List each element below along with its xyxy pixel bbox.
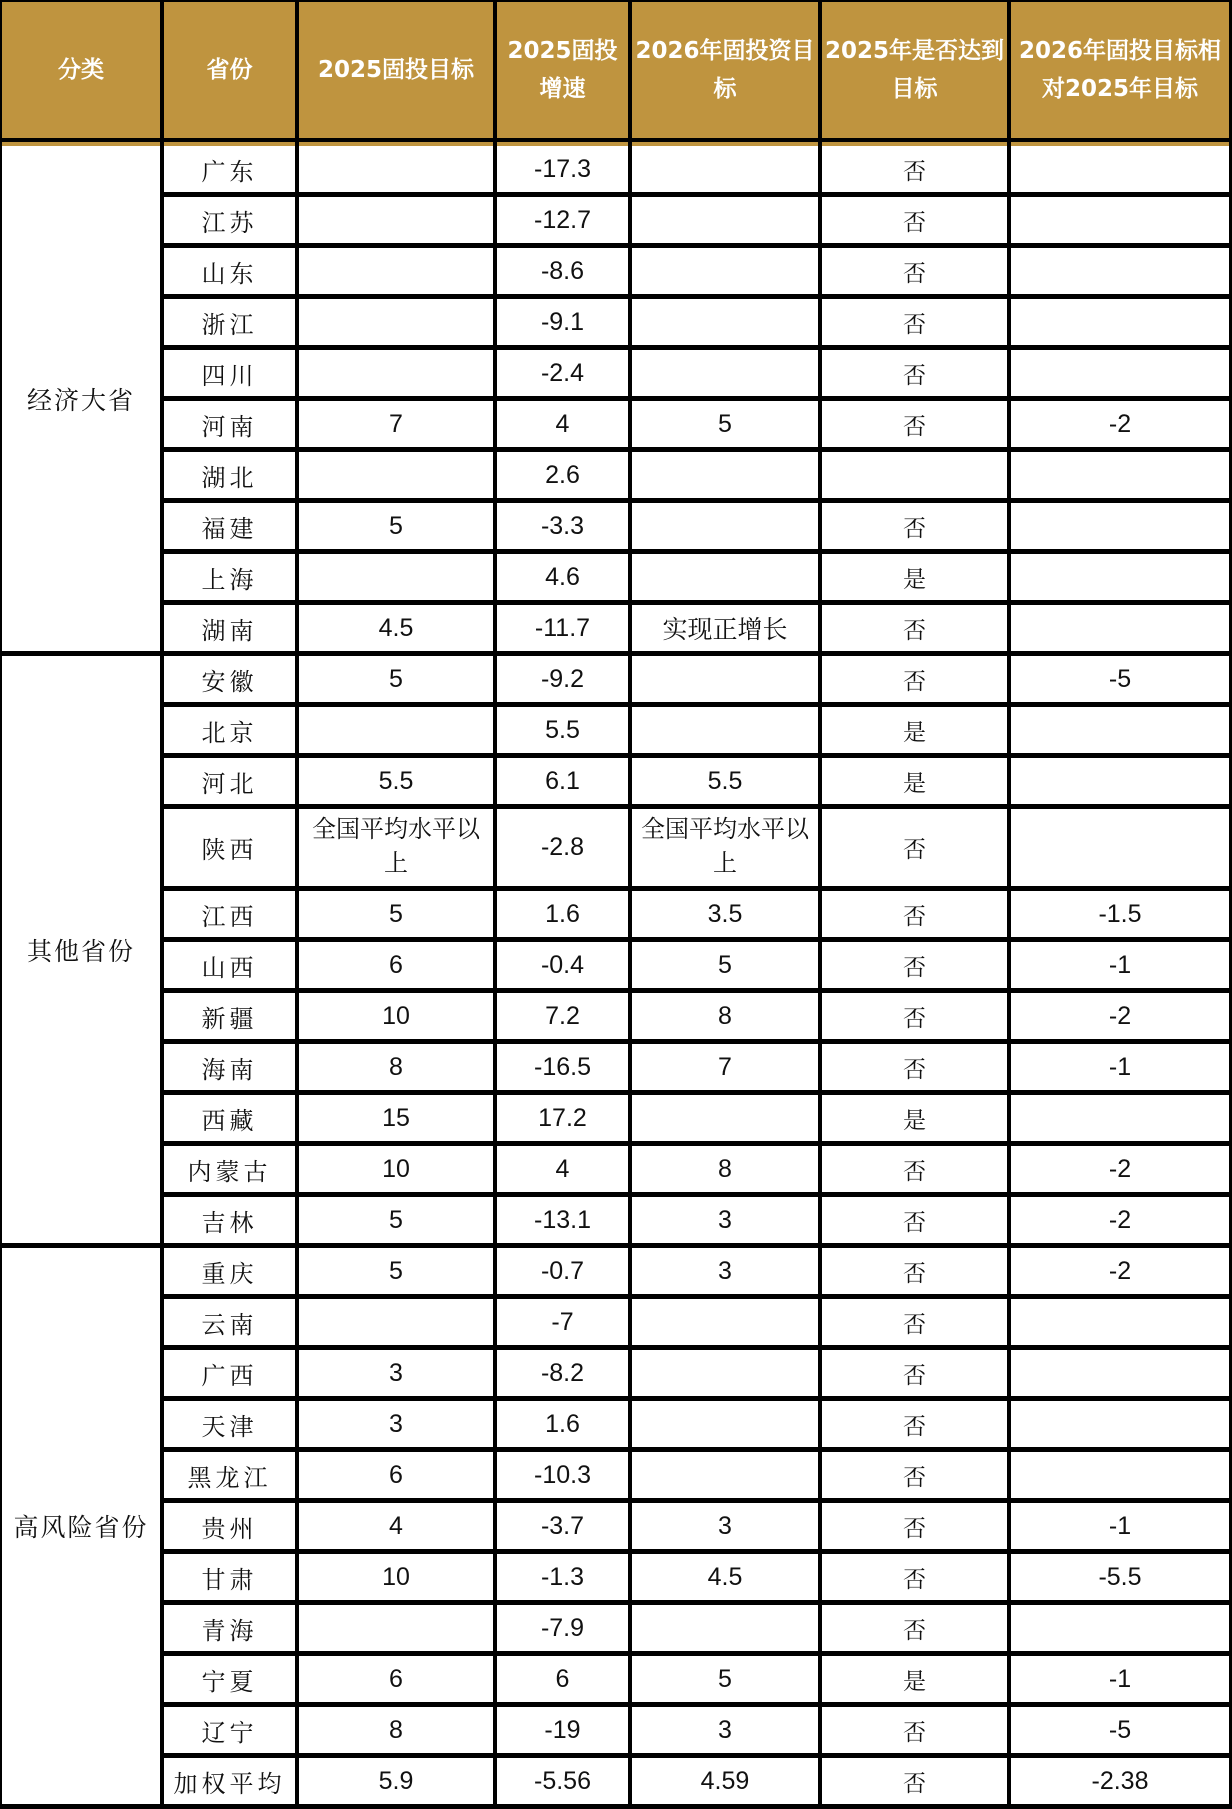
target-2026-cell <box>630 501 820 552</box>
province-cell: 浙江 <box>162 297 297 348</box>
target-2025-cell <box>297 195 495 246</box>
achieved-2025-cell: 否 <box>820 246 1009 297</box>
growth-2025-cell: -8.6 <box>495 246 630 297</box>
target-2026-cell: 4.59 <box>630 1756 820 1807</box>
growth-2025-cell: 4.6 <box>495 552 630 603</box>
table-row <box>1 1654 1231 1705</box>
table-header <box>1 1 1231 146</box>
province-cell: 新疆 <box>162 991 297 1042</box>
target-2025-cell: 10 <box>297 1552 495 1603</box>
table-row <box>1 246 1231 297</box>
table-row <box>1 1450 1231 1501</box>
table-row <box>1 1705 1231 1756</box>
change-vs-2025-cell: -5 <box>1009 1705 1231 1756</box>
target-2025-cell <box>297 705 495 756</box>
table-row <box>1 1093 1231 1144</box>
target-2026-cell: 5.5 <box>630 756 820 807</box>
target-2025-cell <box>297 807 495 889</box>
table-row <box>1 399 1231 450</box>
target-2026-cell <box>630 1348 820 1399</box>
change-vs-2025-cell <box>1009 146 1231 195</box>
header-growth-2025: 2025固投增速 <box>495 1 630 140</box>
growth-2025-cell: -7 <box>495 1297 630 1348</box>
target-2025-cell <box>297 246 495 297</box>
province-cell: 山东 <box>162 246 297 297</box>
change-vs-2025-cell: -1 <box>1009 1501 1231 1552</box>
province-cell: 陕西 <box>162 807 297 889</box>
change-vs-2025-cell <box>1009 603 1231 654</box>
growth-2025-cell: -0.7 <box>495 1246 630 1297</box>
province-cell: 广西 <box>162 1348 297 1399</box>
achieved-2025-cell: 否 <box>820 889 1009 940</box>
province-cell: 河南 <box>162 399 297 450</box>
province-cell: 湖北 <box>162 450 297 501</box>
target-2025-cell: 5 <box>297 501 495 552</box>
province-cell: 山西 <box>162 940 297 991</box>
change-vs-2025-cell: -2.38 <box>1009 1756 1231 1807</box>
growth-2025-cell: -3.7 <box>495 1501 630 1552</box>
province-cell: 湖南 <box>162 603 297 654</box>
province-cell: 上海 <box>162 552 297 603</box>
achieved-2025-cell: 是 <box>820 552 1009 603</box>
change-vs-2025-cell <box>1009 1450 1231 1501</box>
province-cell: 宁夏 <box>162 1654 297 1705</box>
change-vs-2025-cell <box>1009 1603 1231 1654</box>
target-2025-cell: 6 <box>297 1450 495 1501</box>
target-2026-cell <box>630 1093 820 1144</box>
table-row <box>1 756 1231 807</box>
growth-2025-cell: -1.3 <box>495 1552 630 1603</box>
province-cell: 北京 <box>162 705 297 756</box>
growth-2025-cell: -9.2 <box>495 654 630 705</box>
target-2025-cell <box>297 1603 495 1654</box>
target-2026-cell <box>630 552 820 603</box>
change-vs-2025-cell <box>1009 246 1231 297</box>
target-2025-cell <box>297 146 495 195</box>
target-2026-cell <box>630 654 820 705</box>
table-row <box>1 1042 1231 1093</box>
header-province: 省份 <box>162 1 297 140</box>
target-2025-cell: 6 <box>297 940 495 991</box>
achieved-2025-cell: 否 <box>820 654 1009 705</box>
achieved-2025-cell: 否 <box>820 1246 1009 1297</box>
province-cell: 广东 <box>162 146 297 195</box>
target-2026-cell <box>630 348 820 399</box>
growth-2025-cell: -0.4 <box>495 940 630 991</box>
achieved-2025-cell: 否 <box>820 1705 1009 1756</box>
header-achieved-2025: 2025年是否达到目标 <box>820 1 1009 140</box>
achieved-2025-cell: 否 <box>820 1042 1009 1093</box>
target-2026-cell <box>630 705 820 756</box>
achieved-2025-cell: 是 <box>820 1093 1009 1144</box>
growth-2025-cell: -2.8 <box>495 807 630 889</box>
achieved-2025-cell: 否 <box>820 399 1009 450</box>
province-cell: 黑龙江 <box>162 1450 297 1501</box>
province-cell: 云南 <box>162 1297 297 1348</box>
table-row <box>1 807 1231 889</box>
change-vs-2025-cell <box>1009 552 1231 603</box>
target-2025-cell: 8 <box>297 1705 495 1756</box>
header-category: 分类 <box>1 1 162 140</box>
target-2026-cell <box>630 450 820 501</box>
growth-2025-cell: 7.2 <box>495 991 630 1042</box>
province-cell: 辽宁 <box>162 1705 297 1756</box>
target-2026-cell: 3 <box>630 1246 820 1297</box>
change-vs-2025-cell: -1 <box>1009 1654 1231 1705</box>
header-target-2025: 2025固投目标 <box>297 1 495 140</box>
change-vs-2025-cell <box>1009 297 1231 348</box>
table-body <box>1 146 1231 1807</box>
table-row <box>1 450 1231 501</box>
achieved-2025-cell: 否 <box>820 195 1009 246</box>
target-2026-cell <box>630 146 820 195</box>
achieved-2025-cell: 否 <box>820 1450 1009 1501</box>
target-2025-cell: 8 <box>297 1042 495 1093</box>
target-2026-cell <box>630 195 820 246</box>
table-row <box>1 1552 1231 1603</box>
target-2026-cell: 8 <box>630 1144 820 1195</box>
achieved-2025-cell: 否 <box>820 146 1009 195</box>
growth-2025-cell: 4 <box>495 399 630 450</box>
table-row <box>1 1501 1231 1552</box>
table-row <box>1 603 1231 654</box>
growth-2025-cell: -5.56 <box>495 1756 630 1807</box>
growth-2025-cell: -2.4 <box>495 348 630 399</box>
target-2026-cell: 3 <box>630 1705 820 1756</box>
target-2026-cell: 5 <box>630 1654 820 1705</box>
target-2026-cell-text: 全国平均水平以上 <box>641 816 809 877</box>
table-row <box>1 1246 1231 1297</box>
target-2025-cell <box>297 297 495 348</box>
target-2026-cell: 3.5 <box>630 889 820 940</box>
achieved-2025-cell: 否 <box>820 297 1009 348</box>
target-2026-cell: 8 <box>630 991 820 1042</box>
target-2026-cell <box>630 297 820 348</box>
growth-2025-cell: 2.6 <box>495 450 630 501</box>
achieved-2025-cell: 否 <box>820 807 1009 889</box>
target-2026-cell <box>630 1450 820 1501</box>
growth-2025-cell: -17.3 <box>495 146 630 195</box>
target-2026-cell <box>630 246 820 297</box>
change-vs-2025-cell: -1 <box>1009 1042 1231 1093</box>
growth-2025-cell: 17.2 <box>495 1093 630 1144</box>
province-cell: 贵州 <box>162 1501 297 1552</box>
province-cell: 内蒙古 <box>162 1144 297 1195</box>
category-cell: 其他省份 <box>1 654 162 1246</box>
achieved-2025-cell: 是 <box>820 756 1009 807</box>
target-2026-cell: 5 <box>630 399 820 450</box>
change-vs-2025-cell: -2 <box>1009 991 1231 1042</box>
growth-2025-cell: -7.9 <box>495 1603 630 1654</box>
growth-2025-cell: -8.2 <box>495 1348 630 1399</box>
weighted-average-row <box>1 1756 1231 1807</box>
achieved-2025-cell: 否 <box>820 1348 1009 1399</box>
table-row <box>1 1399 1231 1450</box>
province-cell: 甘肃 <box>162 1552 297 1603</box>
table-row <box>1 889 1231 940</box>
growth-2025-cell: 6 <box>495 1654 630 1705</box>
target-2026-cell <box>630 1297 820 1348</box>
change-vs-2025-cell <box>1009 1297 1231 1348</box>
change-vs-2025-cell: -2 <box>1009 1144 1231 1195</box>
target-2026-cell: 4.5 <box>630 1552 820 1603</box>
table-row <box>1 1195 1231 1246</box>
change-vs-2025-cell <box>1009 450 1231 501</box>
table-row <box>1 195 1231 246</box>
achieved-2025-cell: 否 <box>820 940 1009 991</box>
target-2025-cell <box>297 552 495 603</box>
target-2025-cell <box>297 1297 495 1348</box>
target-2025-cell: 4.5 <box>297 603 495 654</box>
change-vs-2025-cell <box>1009 807 1231 889</box>
header-change-vs-2025: 2026年固投目标相对2025年目标 <box>1009 1 1231 140</box>
target-2026-cell <box>630 1399 820 1450</box>
growth-2025-cell: -12.7 <box>495 195 630 246</box>
achieved-2025-cell: 否 <box>820 603 1009 654</box>
achieved-2025-cell <box>820 450 1009 501</box>
category-cell: 经济大省 <box>1 146 162 654</box>
target-2025-cell: 5.9 <box>297 1756 495 1807</box>
achieved-2025-cell: 否 <box>820 1501 1009 1552</box>
change-vs-2025-cell: -1.5 <box>1009 889 1231 940</box>
change-vs-2025-cell <box>1009 705 1231 756</box>
province-cell: 加权平均 <box>162 1756 297 1807</box>
target-2025-cell: 5 <box>297 1246 495 1297</box>
target-2025-cell: 10 <box>297 991 495 1042</box>
province-cell: 青海 <box>162 1603 297 1654</box>
achieved-2025-cell: 是 <box>820 1654 1009 1705</box>
change-vs-2025-cell <box>1009 1093 1231 1144</box>
change-vs-2025-cell <box>1009 195 1231 246</box>
growth-2025-cell: 1.6 <box>495 1399 630 1450</box>
target-2025-cell: 3 <box>297 1399 495 1450</box>
province-cell: 海南 <box>162 1042 297 1093</box>
target-2025-cell-text: 全国平均水平以上 <box>312 816 480 877</box>
target-2025-cell: 10 <box>297 1144 495 1195</box>
province-cell: 河北 <box>162 756 297 807</box>
achieved-2025-cell: 否 <box>820 1297 1009 1348</box>
table-row <box>1 654 1231 705</box>
header-target-2026: 2026年固投资目标 <box>630 1 820 140</box>
change-vs-2025-cell: -5 <box>1009 654 1231 705</box>
growth-2025-cell: -3.3 <box>495 501 630 552</box>
target-2026-cell: 3 <box>630 1195 820 1246</box>
province-cell: 重庆 <box>162 1246 297 1297</box>
achieved-2025-cell: 否 <box>820 1552 1009 1603</box>
target-2026-cell <box>630 807 820 889</box>
table-row <box>1 1297 1231 1348</box>
achieved-2025-cell: 是 <box>820 705 1009 756</box>
target-2026-cell <box>630 1603 820 1654</box>
province-cell: 江苏 <box>162 195 297 246</box>
target-2026-cell: 实现正增长 <box>630 603 820 654</box>
growth-2025-cell: 5.5 <box>495 705 630 756</box>
target-2025-cell: 7 <box>297 399 495 450</box>
growth-2025-cell: -16.5 <box>495 1042 630 1093</box>
target-2026-cell: 5 <box>630 940 820 991</box>
province-cell: 江西 <box>162 889 297 940</box>
change-vs-2025-cell: -1 <box>1009 940 1231 991</box>
table-row <box>1 146 1231 195</box>
category-cell: 高风险省份 <box>1 1246 162 1807</box>
table-row <box>1 297 1231 348</box>
change-vs-2025-cell <box>1009 348 1231 399</box>
province-cell: 四川 <box>162 348 297 399</box>
achieved-2025-cell: 否 <box>820 1603 1009 1654</box>
growth-2025-cell: -9.1 <box>495 297 630 348</box>
target-2025-cell: 3 <box>297 1348 495 1399</box>
target-2025-cell: 5 <box>297 654 495 705</box>
table-row <box>1 705 1231 756</box>
target-2025-cell: 4 <box>297 1501 495 1552</box>
change-vs-2025-cell: -2 <box>1009 399 1231 450</box>
target-2025-cell: 6 <box>297 1654 495 1705</box>
target-2026-cell: 3 <box>630 1501 820 1552</box>
change-vs-2025-cell: -5.5 <box>1009 1552 1231 1603</box>
growth-2025-cell: 1.6 <box>495 889 630 940</box>
achieved-2025-cell: 否 <box>820 1399 1009 1450</box>
table-row <box>1 1603 1231 1654</box>
achieved-2025-cell: 否 <box>820 348 1009 399</box>
achieved-2025-cell: 否 <box>820 501 1009 552</box>
change-vs-2025-cell: -2 <box>1009 1195 1231 1246</box>
growth-2025-cell: -10.3 <box>495 1450 630 1501</box>
growth-2025-cell: 4 <box>495 1144 630 1195</box>
table-row <box>1 1348 1231 1399</box>
table-row <box>1 552 1231 603</box>
target-2025-cell: 5 <box>297 889 495 940</box>
province-cell: 安徽 <box>162 654 297 705</box>
growth-2025-cell: -11.7 <box>495 603 630 654</box>
change-vs-2025-cell <box>1009 756 1231 807</box>
target-2025-cell <box>297 348 495 399</box>
province-cell: 西藏 <box>162 1093 297 1144</box>
target-2025-cell: 5.5 <box>297 756 495 807</box>
target-2025-cell <box>297 450 495 501</box>
table-row <box>1 940 1231 991</box>
table-row <box>1 1144 1231 1195</box>
target-2026-cell: 7 <box>630 1042 820 1093</box>
growth-2025-cell: -13.1 <box>495 1195 630 1246</box>
target-2025-cell: 15 <box>297 1093 495 1144</box>
table-row <box>1 501 1231 552</box>
achieved-2025-cell: 否 <box>820 1195 1009 1246</box>
achieved-2025-cell: 否 <box>820 1756 1009 1807</box>
achieved-2025-cell: 否 <box>820 1144 1009 1195</box>
growth-2025-cell: 6.1 <box>495 756 630 807</box>
target-2025-cell: 5 <box>297 1195 495 1246</box>
change-vs-2025-cell <box>1009 501 1231 552</box>
province-cell: 天津 <box>162 1399 297 1450</box>
province-cell: 吉林 <box>162 1195 297 1246</box>
growth-2025-cell: -19 <box>495 1705 630 1756</box>
table-row <box>1 991 1231 1042</box>
change-vs-2025-cell <box>1009 1348 1231 1399</box>
province-cell: 福建 <box>162 501 297 552</box>
achieved-2025-cell: 否 <box>820 991 1009 1042</box>
table-row <box>1 348 1231 399</box>
change-vs-2025-cell: -2 <box>1009 1246 1231 1297</box>
change-vs-2025-cell <box>1009 1399 1231 1450</box>
